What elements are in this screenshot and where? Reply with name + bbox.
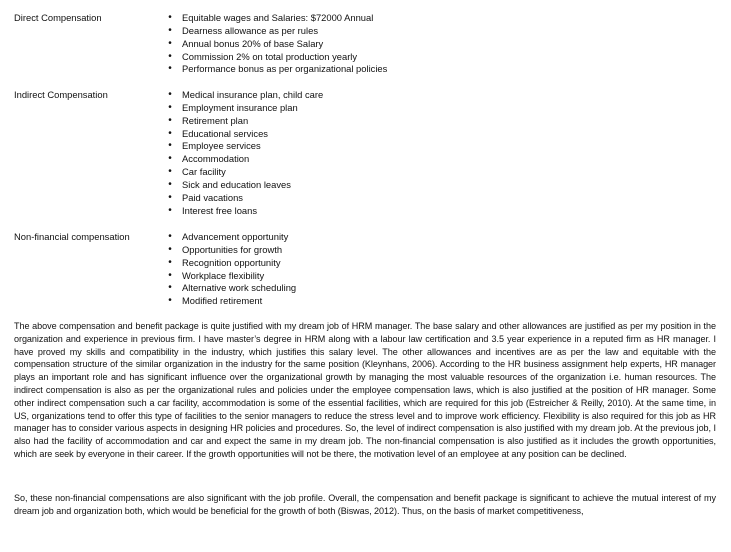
bullet-icon: • — [168, 204, 172, 216]
body-paragraph-justification: The above compensation and benefit package is quite justified with my dream job of HRM manager. The base salary and other allowances are justified as per my position in the organization and experience in previous firm. I have master’s degree in HRM along with a labour law certification and 3.5 year experience in a reputed firm as HR manager. I have proved my skills and compatibility in the industry, which justifies this salary level. The other allowances and incentives are as per the law and equitable with the compensation structure of the similar organization in the industry for the same position (Kleynhans, 2006). According to the HR business assignment help experts, HR manager plays an important role and has significant influence over the organizational growth by managing the most valuable resources of the organization i.e. human resources. The indirect compensation is also as per the organizational rules and policies under the employee compensation laws, which is also justified at the position of HR manager. Some other indirect compensation such a car facility, accommodation is some of the essential facilities, which are required for this job (Estreicher & Reilly, 2010). At the same time, in US, organizations tend to offer this type of facilities to the senior managers to reduce the stress level and to improve work efficiency. Flexibility is also required for this job as HR manager has to consider various aspects in designing HR policies and procedures. So, the level of indirect compensation is also justified with my dream job. At the previous job, I also had the facility of accommodation and car and expect the same in my dream job. The non-financial compensation is also justified as it includes the growth opportunities, which are seek by everyone in their career. If the growth opportunities will not be there, the motivation level of an employee at any position can be declined. — [14, 321, 716, 459]
list-item — [165, 282, 296, 295]
list-item — [165, 270, 296, 283]
list-item — [165, 179, 323, 192]
bullet-list — [165, 12, 387, 76]
list-item-text: Educational services — [182, 127, 268, 139]
list-item-text: Dearness allowance as per rules — [182, 24, 319, 36]
list-item — [165, 140, 323, 153]
list-item-text: Employee services — [182, 140, 261, 152]
list-item-text: Employment insurance plan — [182, 101, 298, 113]
list-item — [165, 257, 296, 270]
section-label: Non-financial compensation — [14, 231, 130, 242]
list-item — [165, 166, 323, 179]
bullet-list — [165, 89, 323, 217]
list-item — [165, 38, 387, 51]
list-item — [165, 153, 323, 166]
list-item — [165, 89, 323, 102]
bullet-icon: • — [168, 12, 172, 23]
bullet-list — [165, 231, 296, 308]
list-item — [165, 51, 387, 64]
bullet-icon: • — [168, 231, 172, 242]
bullet-icon: • — [168, 24, 172, 36]
bullet-icon: • — [168, 114, 172, 126]
bullet-icon: • — [168, 153, 172, 165]
list-item-text: Retirement plan — [182, 114, 249, 126]
bullet-icon: • — [168, 89, 172, 100]
list-item-text: Equitable wages and Salaries: $72000 Annual — [182, 12, 374, 23]
bullet-icon: • — [168, 269, 172, 281]
list-item-text: Car facility — [182, 166, 226, 178]
bullet-icon: • — [168, 256, 172, 268]
bullet-icon: • — [168, 37, 172, 49]
list-item-text: Recognition opportunity — [182, 256, 281, 268]
body-paragraph-conclusion: So, these non-financial compensations are also significant with the job profile. Overall, the compensation and benefit package is significant to achieve the mutual interest of my dream job and organization both, which would be beneficial for the growth of both (Biswas, 2012). Thus, on the basis of market competitiveness, — [14, 493, 716, 516]
list-item-text: Interest free loans — [182, 204, 258, 216]
list-item — [165, 25, 387, 38]
bullet-icon: • — [168, 282, 172, 294]
list-item — [165, 231, 296, 244]
list-item-text: Workplace flexibility — [182, 269, 265, 281]
list-item — [165, 63, 387, 76]
section-label: Indirect Compensation — [14, 89, 108, 100]
list-item — [165, 12, 387, 25]
list-item-text: Paid vacations — [182, 191, 243, 203]
list-item — [165, 115, 323, 128]
list-item — [165, 295, 296, 308]
list-item — [165, 128, 323, 141]
list-item — [165, 205, 323, 218]
bullet-icon: • — [168, 140, 172, 152]
list-item — [165, 244, 296, 257]
bullet-icon: • — [168, 101, 172, 113]
bullet-icon: • — [168, 178, 172, 190]
bullet-icon: • — [168, 50, 172, 62]
list-item-text: Accommodation — [182, 153, 250, 165]
section-label: Direct Compensation — [14, 12, 102, 23]
bullet-icon: • — [168, 127, 172, 139]
list-item-text: Annual bonus 20% of base Salary — [182, 37, 324, 49]
bullet-icon: • — [168, 166, 172, 178]
bullet-icon: • — [168, 191, 172, 203]
list-item-text: Performance bonus as per organizational policies — [182, 63, 388, 75]
list-item-text: Sick and education leaves — [182, 178, 291, 190]
list-item-text: Alternative work scheduling — [182, 282, 297, 294]
list-item-text: Modified retirement — [182, 295, 263, 307]
bullet-icon: • — [168, 243, 172, 255]
bullet-icon: • — [168, 63, 172, 75]
list-item-text: Medical insurance plan, child care — [182, 89, 324, 100]
list-item-text: Advancement opportunity — [182, 231, 289, 242]
list-item — [165, 102, 323, 115]
list-item-text: Opportunities for growth — [182, 243, 283, 255]
bullet-icon: • — [168, 295, 172, 307]
list-item — [165, 192, 323, 205]
list-item-text: Commission 2% on total production yearly — [182, 50, 358, 62]
